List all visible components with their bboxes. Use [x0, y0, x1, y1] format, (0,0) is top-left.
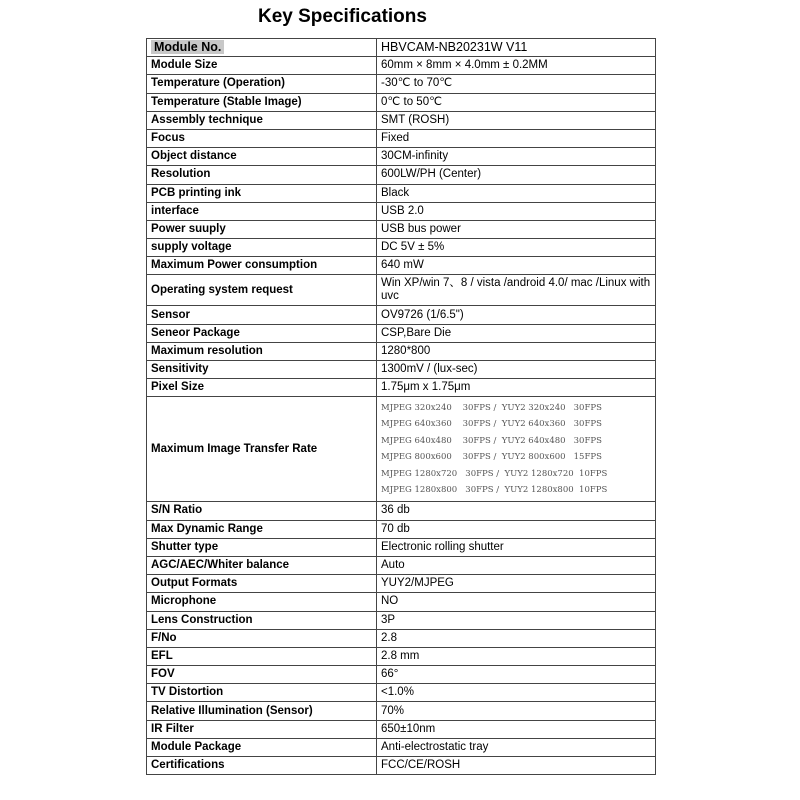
- spec-row: [147, 593, 656, 611]
- spec-value: 1280*800: [377, 342, 656, 360]
- transfer-rate-line: MJPEG 320x240 30FPS / YUY2 320x240 30FPS: [381, 402, 602, 413]
- spec-key: Pixel Size: [147, 379, 377, 397]
- spec-row: [147, 757, 656, 775]
- spec-value: 3P: [377, 611, 656, 629]
- spec-key: EFL: [147, 647, 377, 665]
- spec-key: Module Size: [147, 57, 377, 75]
- spec-value: NO: [377, 593, 656, 611]
- spec-key: [147, 39, 377, 57]
- spec-key: Temperature (Stable Image): [147, 93, 377, 111]
- spec-row: [147, 306, 656, 324]
- spec-row: [147, 148, 656, 166]
- spec-row: [147, 220, 656, 238]
- spec-key: interface: [147, 202, 377, 220]
- spec-value: 1300mV / (lux-sec): [377, 361, 656, 379]
- spec-value: 2.8: [377, 629, 656, 647]
- transfer-rate-line: MJPEG 640x480 30FPS / YUY2 640x480 30FPS: [381, 435, 602, 446]
- spec-row: [147, 184, 656, 202]
- spec-key: Seneor Package: [147, 324, 377, 342]
- spec-row: [147, 75, 656, 93]
- spec-key: supply voltage: [147, 239, 377, 257]
- spec-row: [147, 720, 656, 738]
- spec-key: Module Package: [147, 738, 377, 756]
- spec-key: Maximum Power consumption: [147, 257, 377, 275]
- spec-key: Object distance: [147, 148, 377, 166]
- spec-row: [147, 738, 656, 756]
- spec-row: [147, 93, 656, 111]
- spec-row: [147, 575, 656, 593]
- spec-key: FOV: [147, 666, 377, 684]
- spec-key: Lens Construction: [147, 611, 377, 629]
- spec-key: Sensitivity: [147, 361, 377, 379]
- spec-value: Fixed: [377, 129, 656, 147]
- spec-value: HBVCAM-NB20231W V11: [377, 39, 656, 57]
- spec-row: [147, 702, 656, 720]
- spec-table-body: [147, 39, 656, 775]
- spec-row: [147, 361, 656, 379]
- spec-row-transfer-rate: [147, 397, 656, 502]
- spec-value: Auto: [377, 556, 656, 574]
- spec-row: [147, 111, 656, 129]
- spec-value: Electronic rolling shutter: [377, 538, 656, 556]
- spec-key: Power suuply: [147, 220, 377, 238]
- spec-value: 70%: [377, 702, 656, 720]
- spec-key: Maximum Image Transfer Rate: [147, 397, 377, 502]
- spec-value: 640 mW: [377, 257, 656, 275]
- spec-value: -30℃ to 70℃: [377, 75, 656, 93]
- spec-value: Black: [377, 184, 656, 202]
- spec-value: SMT (ROSH): [377, 111, 656, 129]
- spec-key: Relative Illumination (Sensor): [147, 702, 377, 720]
- spec-key: PCB printing ink: [147, 184, 377, 202]
- spec-value: 60mm × 8mm × 4.0mm ± 0.2MM: [377, 57, 656, 75]
- spec-row: [147, 239, 656, 257]
- spec-table: [146, 38, 656, 775]
- page-title: Key Specifications: [258, 6, 427, 27]
- spec-row: [147, 538, 656, 556]
- transfer-rate-line: MJPEG 640x360 30FPS / YUY2 640x360 30FPS: [381, 419, 602, 430]
- spec-value: CSP,Bare Die: [377, 324, 656, 342]
- spec-row: [147, 379, 656, 397]
- spec-key: Temperature (Operation): [147, 75, 377, 93]
- spec-value: 2.8 mm: [377, 647, 656, 665]
- spec-key: Output Formats: [147, 575, 377, 593]
- spec-value: 66°: [377, 666, 656, 684]
- spec-value: DC 5V ± 5%: [377, 239, 656, 257]
- spec-value: 30CM-infinity: [377, 148, 656, 166]
- spec-row: [147, 166, 656, 184]
- spec-row: [147, 202, 656, 220]
- spec-row: [147, 257, 656, 275]
- spec-value: Win XP/win 7、8 / vista /android 4.0/ mac /Linux with uvc: [377, 275, 656, 306]
- spec-key: Max Dynamic Range: [147, 520, 377, 538]
- spec-header-row: [147, 39, 656, 57]
- spec-value: <1.0%: [377, 684, 656, 702]
- spec-value: 0℃ to 50℃: [377, 93, 656, 111]
- transfer-rate-line: MJPEG 800x600 30FPS / YUY2 800x600 15FPS: [381, 452, 602, 463]
- spec-row: [147, 647, 656, 665]
- spec-key: Maximum resolution: [147, 342, 377, 360]
- transfer-rate-line: MJPEG 1280x800 30FPS / YUY2 1280x800 10FPS: [381, 485, 608, 496]
- spec-key: Sensor: [147, 306, 377, 324]
- header-key-label: Module No.: [151, 40, 224, 54]
- spec-value: OV9726 (1/6.5"): [377, 306, 656, 324]
- spec-value: 650±10nm: [377, 720, 656, 738]
- spec-value: YUY2/MJPEG: [377, 575, 656, 593]
- spec-value: USB bus power: [377, 220, 656, 238]
- spec-row: [147, 324, 656, 342]
- spec-key: Focus: [147, 129, 377, 147]
- spec-value: USB 2.0: [377, 202, 656, 220]
- spec-value: 1.75μm x 1.75μm: [377, 379, 656, 397]
- spec-row: [147, 502, 656, 520]
- spec-value: 70 db: [377, 520, 656, 538]
- spec-row: [147, 57, 656, 75]
- spec-key: Microphone: [147, 593, 377, 611]
- transfer-rate-list: [377, 397, 656, 502]
- transfer-rate-line: MJPEG 1280x720 30FPS / YUY2 1280x720 10FPS: [381, 468, 608, 479]
- spec-row: [147, 275, 656, 306]
- spec-row: [147, 520, 656, 538]
- spec-row: [147, 556, 656, 574]
- spec-row: [147, 629, 656, 647]
- spec-key: Resolution: [147, 166, 377, 184]
- spec-key: TV Distortion: [147, 684, 377, 702]
- spec-value: 600LW/PH (Center): [377, 166, 656, 184]
- spec-key: F/No: [147, 629, 377, 647]
- spec-value: 36 db: [377, 502, 656, 520]
- spec-row: [147, 342, 656, 360]
- spec-key: Assembly technique: [147, 111, 377, 129]
- spec-key: S/N Ratio: [147, 502, 377, 520]
- spec-row: [147, 129, 656, 147]
- spec-row: [147, 684, 656, 702]
- spec-row: [147, 611, 656, 629]
- spec-key: AGC/AEC/Whiter balance: [147, 556, 377, 574]
- spec-row: [147, 666, 656, 684]
- spec-key: Certifications: [147, 757, 377, 775]
- spec-key: Operating system request: [147, 275, 377, 306]
- spec-value: FCC/CE/ROSH: [377, 757, 656, 775]
- spec-key: Shutter type: [147, 538, 377, 556]
- spec-key: IR Filter: [147, 720, 377, 738]
- spec-value: Anti-electrostatic tray: [377, 738, 656, 756]
